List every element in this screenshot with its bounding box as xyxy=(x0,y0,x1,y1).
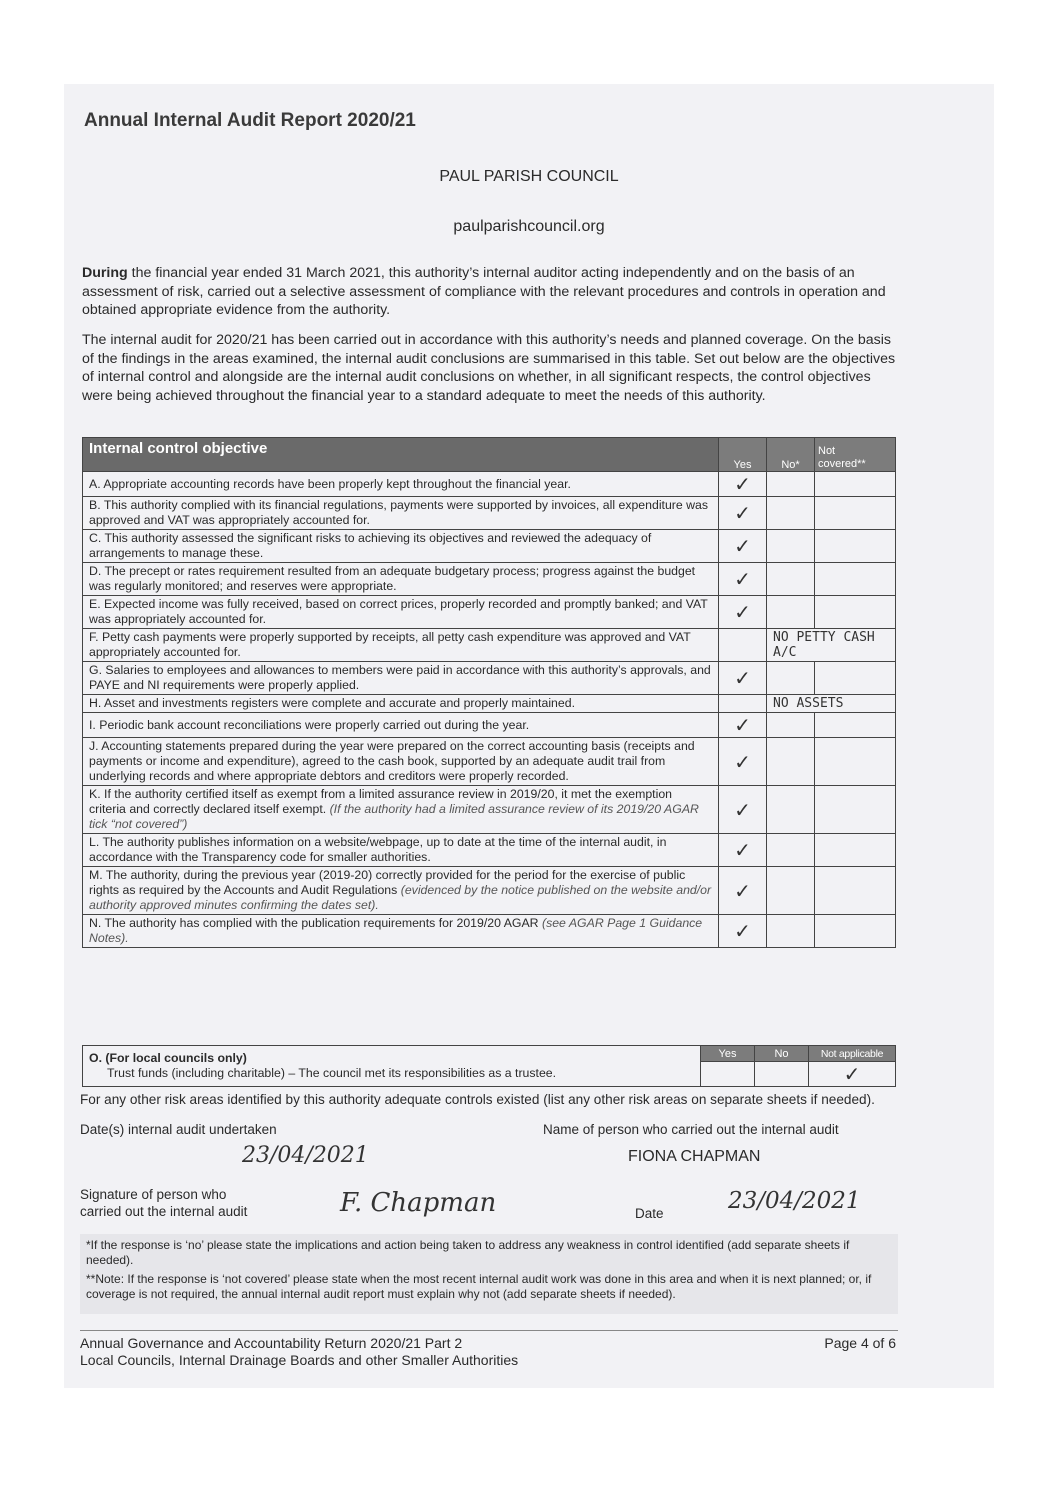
page-number: Page 4 of 6 xyxy=(824,1335,896,1351)
objective-statement: D. The precept or rates requirement resulted from an adequate budgetary process; progress against the budget was regularly monitored; and reserves were appropriate. xyxy=(89,564,696,593)
date-label: Date xyxy=(635,1206,664,1221)
signature-label xyxy=(80,1186,247,1220)
table-row xyxy=(83,563,896,596)
no-cell xyxy=(767,497,815,530)
objective-statement: N. The authority has complied with the publication requirements for 2019/20 AGAR xyxy=(89,916,539,930)
footnote-no: *If the response is ‘no’ please state the implications and action being taken to address any weakness in control identified (add separate sheets if needed). xyxy=(86,1238,850,1267)
objective-text xyxy=(83,786,719,834)
checkmark-icon: ✓ xyxy=(734,713,751,737)
table-row xyxy=(83,662,896,695)
checkmark-icon: ✓ xyxy=(734,797,751,822)
no-cell xyxy=(767,786,815,834)
council-website: paulparishcouncil.org xyxy=(453,218,605,235)
checkmark-icon: ✓ xyxy=(843,1062,861,1086)
objective-statement: L. The authority publishes information on a website/webpage, up to date at the time of the internal audit, in accordance with the Transparency code for smaller authorities. xyxy=(89,835,667,864)
objective-statement: K. If the authority certified itself as exempt from a limited assurance review in 2019/20, it met the exemption criteria and correctly declared itself exempt. xyxy=(89,787,673,816)
not-covered-cell xyxy=(815,497,896,530)
row-o-cell xyxy=(83,1046,701,1087)
footnotes-box xyxy=(80,1234,898,1314)
objective-text xyxy=(83,738,719,786)
date-value: 23/04/2021 xyxy=(728,1188,861,1214)
yes-cell xyxy=(719,596,767,629)
objective-statement: H. Asset and investments registers were complete and accurate and properly maintained. xyxy=(89,696,575,710)
not-covered-cell xyxy=(815,530,896,563)
no-cell xyxy=(767,472,815,497)
objective-statement: B. This authority complied with its financial regulations, payments were supported by invoices, all expenditure was approved and VAT was appropriately accounted for. xyxy=(89,498,709,527)
intro-p1-text: the financial year ended 31 March 2021, this authority’s internal auditor acting independently and on the basis of an assessment of risk, carried out a selective assessment of compliance with the relevant procedures and controls in operation and obtained appropriate evidence from the authority. xyxy=(82,265,886,318)
row-o-text: Trust funds (including charitable) – The council met its responsibilities as a trustee. xyxy=(107,1066,557,1080)
objective-statement: I. Periodic bank account reconciliations were properly carried out during the year. xyxy=(89,717,530,732)
handwritten-note: NO PETTY CASH A/C xyxy=(767,629,896,662)
not-covered-cell xyxy=(815,867,896,915)
checkmark-icon: ✓ xyxy=(734,838,751,862)
not-covered-cell xyxy=(815,662,896,695)
table-row xyxy=(83,695,896,713)
table-row xyxy=(83,915,896,948)
no-cell xyxy=(767,867,815,915)
yes-cell xyxy=(719,497,767,530)
yes-cell xyxy=(719,472,767,497)
signature-label-line1: Signature of person who xyxy=(80,1187,227,1202)
col-no-header: No* xyxy=(767,438,815,472)
intro-lead: During xyxy=(82,265,128,281)
checkmark-icon: ✓ xyxy=(734,666,751,690)
yes-cell xyxy=(719,738,767,786)
row-o-na-cell xyxy=(809,1062,896,1087)
table-row xyxy=(83,786,896,834)
no-cell xyxy=(767,713,815,738)
intro-paragraph-1 xyxy=(82,264,902,320)
not-covered-cell xyxy=(815,713,896,738)
trust-funds-table xyxy=(82,1045,896,1087)
objective-text xyxy=(83,695,719,713)
objective-guidance: (evidenced by the notice published on the website and/or authority approved minutes confirming the dates set). xyxy=(89,883,712,912)
checkmark-icon: ✓ xyxy=(734,567,751,591)
checkmark-icon: ✓ xyxy=(734,749,751,774)
objective-text xyxy=(83,713,719,738)
col-not-covered-line2: covered** xyxy=(818,458,866,470)
checkmark-icon: ✓ xyxy=(734,534,751,558)
footer-divider xyxy=(80,1330,898,1331)
no-cell xyxy=(767,834,815,867)
no-cell xyxy=(767,530,815,563)
yes-cell xyxy=(719,563,767,596)
table-row xyxy=(83,497,896,530)
internal-control-table xyxy=(82,437,896,948)
objective-statement: J. Accounting statements prepared during the year were prepared on the correct accounting basis (receipts and payments or income and expenditure), agreed to the cash book, supported by an adequate audit trail from underlying records and where appropriate debtors and creditors were properly recorded. xyxy=(89,739,695,783)
no-cell xyxy=(767,915,815,948)
objective-statement: M. The authority, during the previous year (2019-20) correctly provided for the period for the exercise of public rights as required by the Accounts and Audit Regulations xyxy=(89,868,686,897)
dates-value: 23/04/2021 xyxy=(242,1143,369,1168)
objective-text xyxy=(83,629,719,662)
table-row xyxy=(83,713,896,738)
objective-text xyxy=(83,596,719,629)
objective-text xyxy=(83,563,719,596)
objective-statement: C. This authority assessed the significant risks to achieving its objectives and reviewed the adequacy of arrangements to manage these. xyxy=(89,531,652,560)
checkmark-icon: ✓ xyxy=(734,919,751,943)
table-row xyxy=(83,738,896,786)
table-row xyxy=(83,629,896,662)
no-cell xyxy=(767,738,815,786)
yes-cell xyxy=(719,915,767,948)
no-cell xyxy=(767,563,815,596)
objective-statement: E. Expected income was fully received, based on correct prices, properly recorded and promptly banked; and VAT was appropriately accounted for. xyxy=(89,597,708,626)
table-row xyxy=(83,472,896,497)
row-o-title: O. (For local councils only) xyxy=(89,1051,247,1065)
auditor-name-value: FIONA CHAPMAN xyxy=(628,1148,761,1165)
yes-cell xyxy=(719,786,767,834)
table-row xyxy=(83,596,896,629)
not-covered-cell xyxy=(815,738,896,786)
table-row xyxy=(83,834,896,867)
row-o-yes-header: Yes xyxy=(701,1046,755,1062)
yes-cell xyxy=(719,834,767,867)
objective-guidance: (see AGAR Page 1 Guidance Notes). xyxy=(89,916,703,945)
footer-text xyxy=(80,1335,518,1369)
checkmark-icon: ✓ xyxy=(734,878,751,903)
objective-text xyxy=(83,915,719,948)
not-covered-cell xyxy=(815,786,896,834)
auditor-name-label: Name of person who carried out the internal audit xyxy=(543,1122,839,1137)
handwritten-note: NO ASSETS xyxy=(767,695,896,713)
yes-cell xyxy=(719,867,767,915)
col-not-covered-line1: Not xyxy=(818,445,836,457)
yes-cell xyxy=(719,695,767,713)
yes-cell xyxy=(719,530,767,563)
row-o-no-cell xyxy=(755,1062,809,1087)
footer-line-1: Annual Governance and Accountability Return 2020/21 Part 2 xyxy=(80,1335,463,1351)
objective-statement: F. Petty cash payments were properly supported by receipts, all petty cash expenditure was approved and VAT appropriately accounted for. xyxy=(89,630,691,659)
council-name: PAUL PARISH COUNCIL xyxy=(439,168,619,185)
not-covered-cell xyxy=(815,563,896,596)
no-cell xyxy=(767,662,815,695)
checkmark-icon: ✓ xyxy=(734,501,751,525)
row-o-na-header: Not applicable xyxy=(809,1046,896,1062)
yes-cell xyxy=(719,713,767,738)
yes-cell xyxy=(719,662,767,695)
no-cell xyxy=(767,596,815,629)
not-covered-cell xyxy=(815,915,896,948)
table-row xyxy=(83,867,896,915)
col-not-covered-header xyxy=(815,438,896,472)
objective-statement: G. Salaries to employees and allowances to members were paid in accordance with this authority’s approvals, and PAYE and NI requirements were properly applied. xyxy=(89,663,711,692)
objective-guidance: (If the authority had a limited assurance review of its 2019/20 AGAR tick “not covered”) xyxy=(89,802,699,831)
table-heading: Internal control objective xyxy=(83,438,719,472)
checkmark-icon: ✓ xyxy=(734,600,751,624)
objective-text xyxy=(83,530,719,563)
row-o-yes-cell xyxy=(701,1062,755,1087)
objective-text xyxy=(83,834,719,867)
not-covered-cell xyxy=(815,472,896,497)
checkmark-icon: ✓ xyxy=(734,472,751,496)
objective-text xyxy=(83,662,719,695)
col-yes-header: Yes xyxy=(719,438,767,472)
objective-statement: A. Appropriate accounting records have been properly kept throughout the financial year. xyxy=(89,476,571,491)
objective-text xyxy=(83,472,719,497)
auditor-signature: F. Chapman xyxy=(340,1188,497,1218)
signature-label-line2: carried out the internal audit xyxy=(80,1204,248,1219)
yes-cell xyxy=(719,629,767,662)
not-covered-cell xyxy=(815,834,896,867)
objective-text xyxy=(83,497,719,530)
report-title: Annual Internal Audit Report 2020/21 xyxy=(84,110,416,131)
intro-paragraph-2: The internal audit for 2020/21 has been carried out in accordance with this authority’s needs and planned coverage. On the basis of the findings in the areas examined, the internal audit conclusions are summarised in this table. Set out below are the objectives of internal control and alongside are the internal audit conclusions on whether, in all significant respects, the control objectives were being achieved throughout the financial year to a standard adequate to meet the needs of this authority. xyxy=(82,332,896,404)
dates-label: Date(s) internal audit undertaken xyxy=(80,1122,277,1137)
row-o-no-header: No xyxy=(755,1046,809,1062)
footnote-not-covered: **Note: If the response is ‘not covered’ please state when the most recent internal audit work was done in this area and when it is next planned; or, if coverage is not required, the annual internal audit report must explain why not (add separate sheets if needed). xyxy=(86,1272,872,1301)
other-risks-note: For any other risk areas identified by this authority adequate controls existed (list any other risk areas on separate sheets if needed). xyxy=(80,1092,875,1107)
table-row xyxy=(83,530,896,563)
footer-line-2: Local Councils, Internal Drainage Boards and other Smaller Authorities xyxy=(80,1352,519,1368)
not-covered-cell xyxy=(815,596,896,629)
objective-text xyxy=(83,867,719,915)
